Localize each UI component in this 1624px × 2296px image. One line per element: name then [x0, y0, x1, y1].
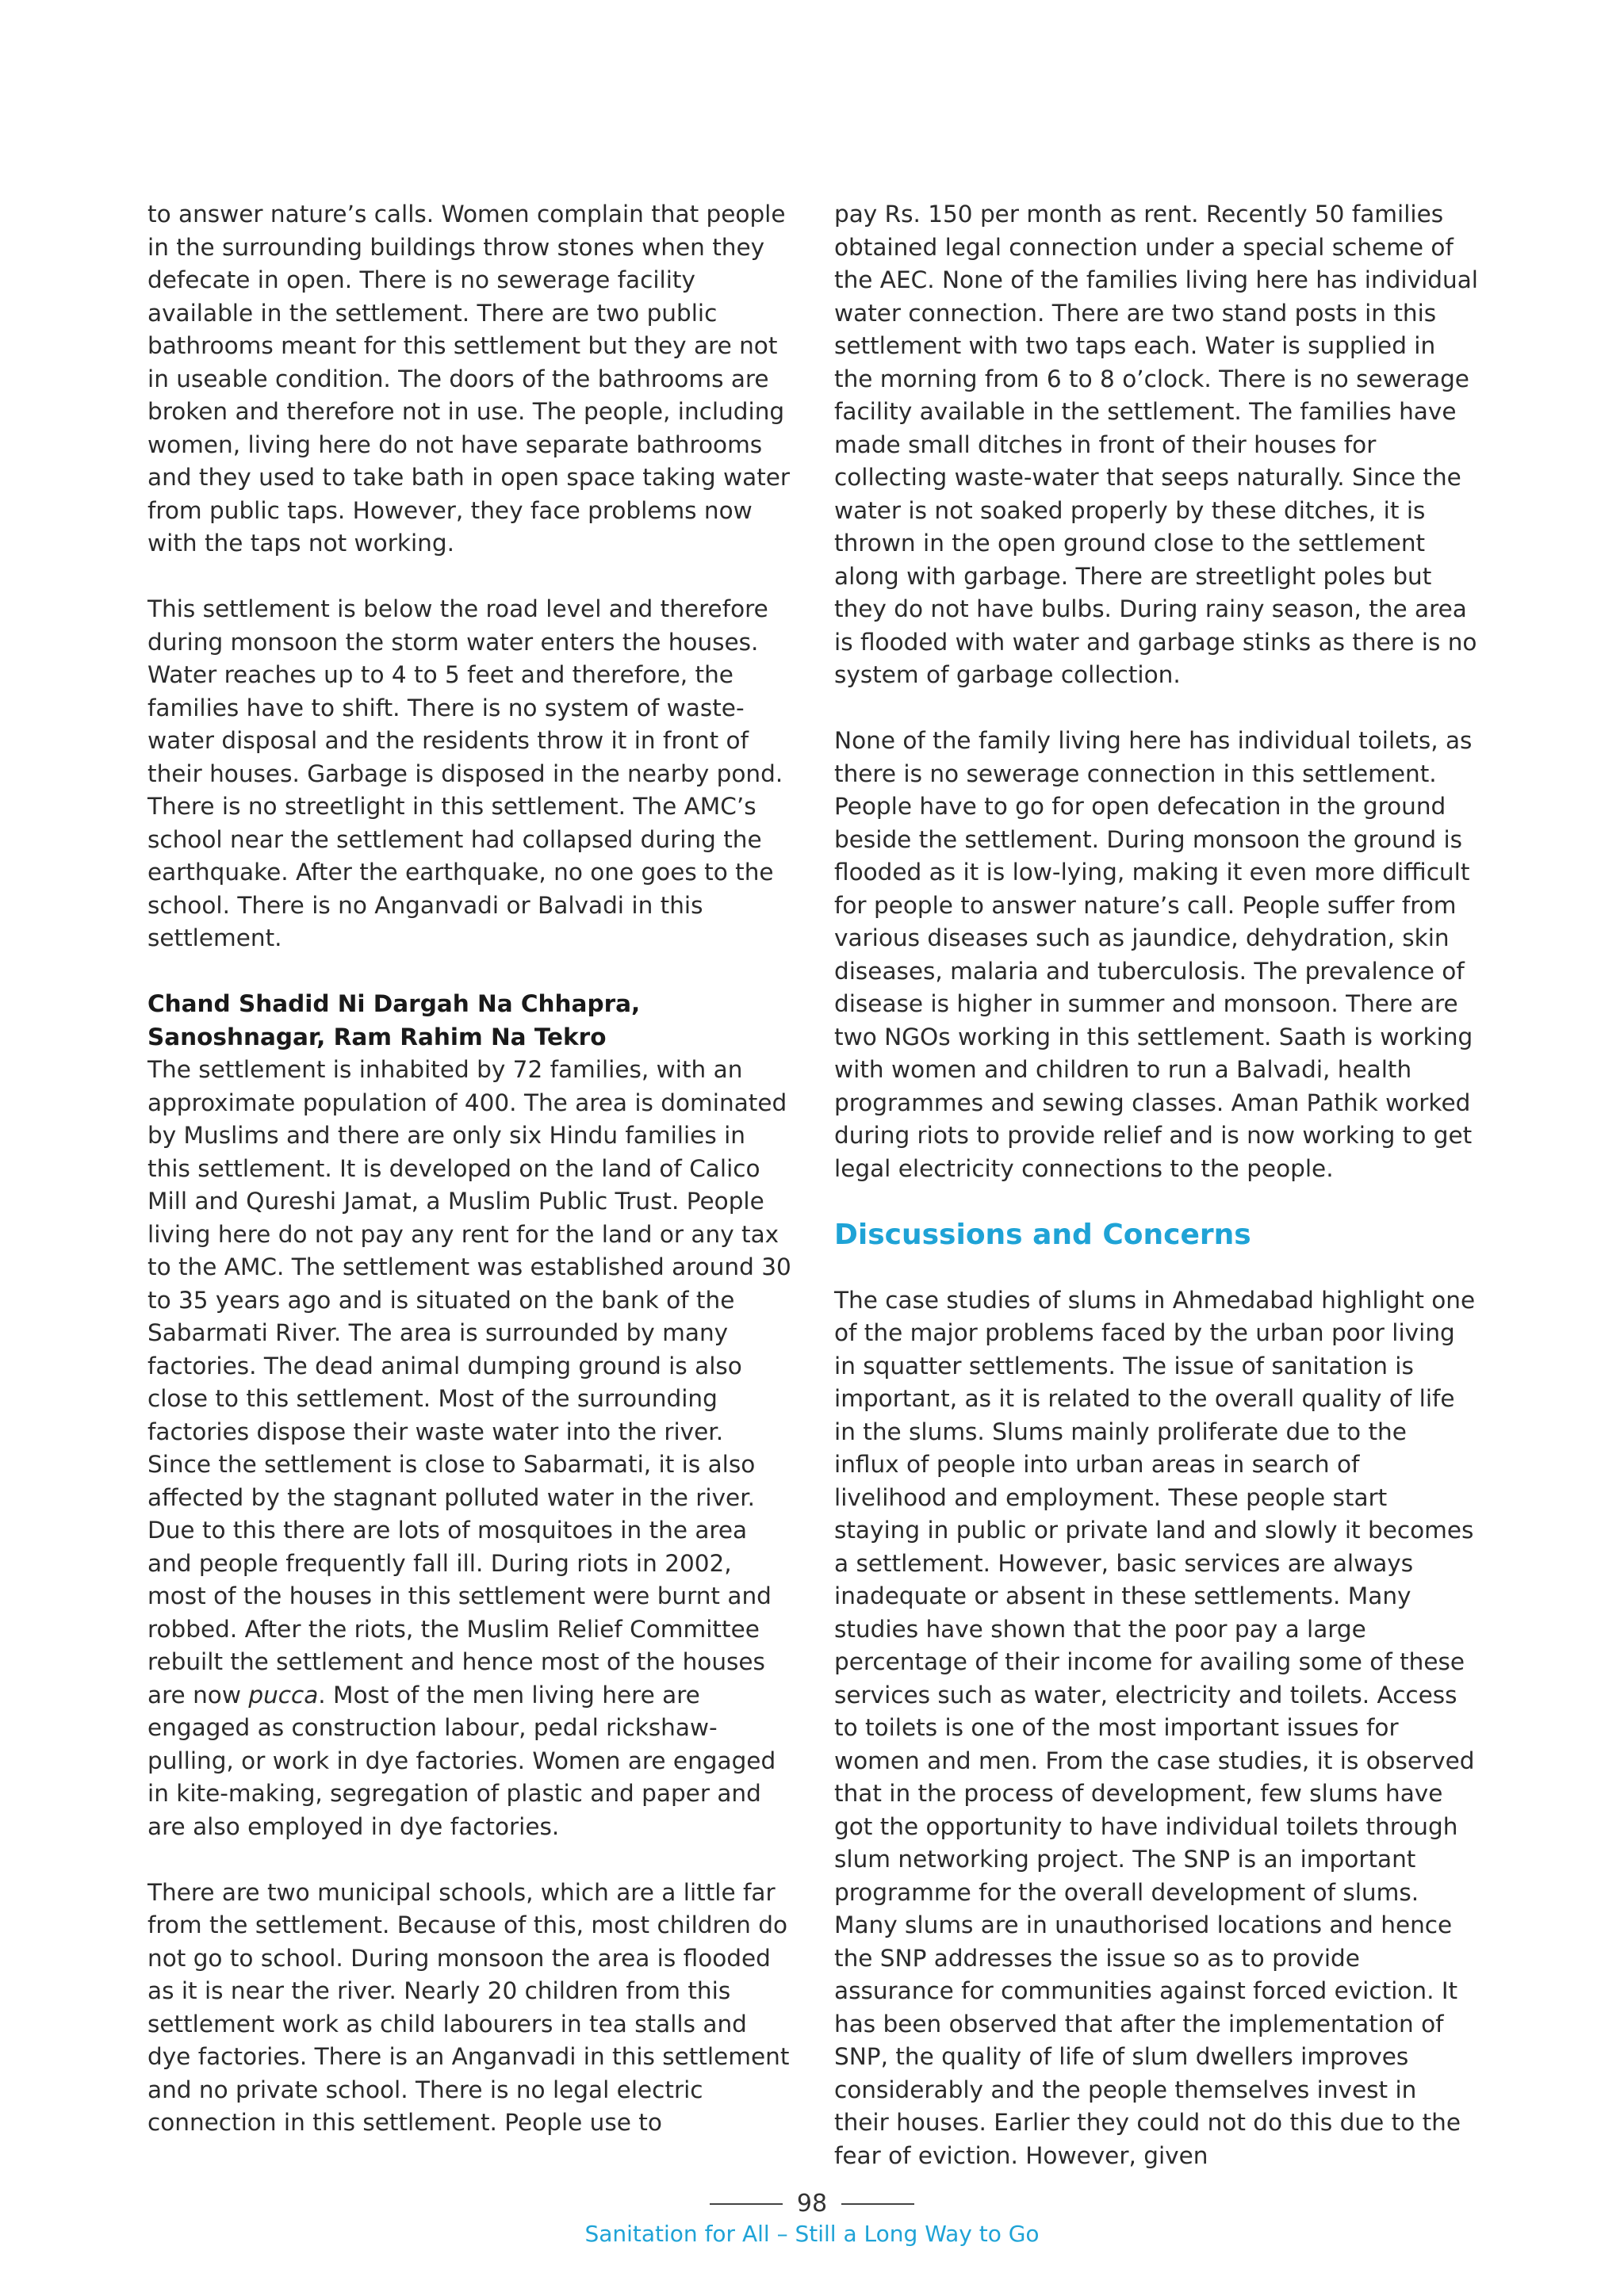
divider — [710, 2203, 783, 2205]
right-column — [834, 198, 1478, 2172]
divider — [841, 2203, 914, 2205]
left-column — [147, 198, 791, 2140]
paragraph: pay Rs. 150 per month as rent. Recently 50 families obtained legal connection under a special scheme of the AEC. None of the families living here has individual water connection. There are two stand posts in this settlement with two taps each. Water is supplied in the morning from 6 to 8 o’clock. There is no sewerage facility available in the settlement. The families have made small ditches in front of their houses for collecting waste-water that seeps naturally. Since the water is not soaked properly by these ditches, it is thrown in the open ground close to the settlement along with garbage. There are streetlight poles but they do not have bulbs. During rainy season, the area is flooded with water and garbage stinks as there is no system of garbage collection. — [834, 201, 1478, 688]
settlement-heading-line: Chand Shadid Ni Dargah Na Chhapra, — [147, 990, 641, 1017]
section-heading: Discussions and Concerns — [834, 1218, 1251, 1251]
settlement-heading-line: Sanoshnagar, Ram Rahim Na Tekro — [147, 1023, 607, 1050]
paragraph: to answer nature’s calls. Women complain that people in the surrounding buildings throw stones when they defecate in open. There is no sewerage facility available in the settlement. There are two public bathrooms meant for this settlement but they are not in useable condition. The doors of the bathrooms are broken and therefore not in use. The people, including women, living here do not have separate bathrooms and they used to take bath in open space taking water from public taps. However, they face problems now with the taps not working. — [147, 201, 791, 557]
italic-term: pucca — [248, 1681, 319, 1709]
paragraph: None of the family living here has individual toilets, as there is no sewerage connection in this settlement. People have to go for open defecation in the ground beside the settlement. During monsoon the ground is flooded as it is low-lying, making it even more difficult for people to answer nature’s call. People suffer from various diseases such as jaundice, dehydration, skin diseases, malaria and tuberculosis. The prevalence of disease is higher in summer and monsoon. There are two NGOs working in this settlement. Saath is working with women and children to run a Balvadi, health programmes and sewing classes. Aman Pathik worked during riots to provide relief and is now working to get legal electricity connections to the people. — [834, 727, 1473, 1182]
page-number-row — [0, 2190, 1624, 2218]
text-run: . Most of the men living here are engaged as construction labour, pedal rickshaw-pulling, or work in dye factories. Women are engaged in kite-making, segregation of plastic and paper and are also employed in dye factories. — [147, 1681, 776, 1840]
page-number: 98 — [796, 2190, 828, 2218]
paragraph: There are two municipal schools, which are a little far from the settlement. Because of this, most children do not go to school. During monsoon the area is flooded as it is near the river. Nearly 20 children from this settlement work as child labourers in tea stalls and dye factories. There is an Anganvadi in this settlement and no private school. There is no legal electric connection in this settlement. People use to — [147, 1878, 790, 2136]
footer-title: Sanitation for All – Still a Long Way to Go — [584, 2221, 1040, 2247]
paragraph: This settlement is below the road level and therefore during monsoon the storm water enters the houses. Water reaches up to 4 to 5 feet and therefore, the families have to shift. There is no system of waste-water disposal and the residents throw it in front of their houses. Garbage is disposed in the nearby pond. There is no streetlight in this settlement. The AMC’s school near the settlement had collapsed during the earthquake. After the earthquake, no one goes to the school. There is no Anganvadi or Balvadi in this settlement. — [147, 595, 783, 951]
paragraph — [147, 1054, 791, 1843]
settlement-heading — [147, 988, 791, 1054]
text-run: The settlement is inhabited by 72 families, with an approximate population of 400. The area is dominated by Muslims and there are only six Hindu families in this settlement. It is developed on the land of Calico Mill and Qureshi Jamat, a Muslim Public Trust. People living here do not pay any rent for the land or any tax to the AMC. The settlement was established around 30 to 35 years ago and is situated on the bank of the Sabarmati River. The area is surrounded by many factories. The dead animal dumping ground is also close to this settlement. Most of the surrounding factories dispose their waste water into the river. Since the settlement is close to Sabarmati, it is also affected by the stagnant polluted water in the river. Due to this there are lots of mosquitoes in the area and people frequently fall ill. During riots in 2002, most of the houses in this settlement were burnt and robbed. After the riots, the Muslim Relief Committee rebuilt the settlement and hence most of the houses are now — [147, 1056, 791, 1709]
paragraph: The case studies of slums in Ahmedabad highlight one of the major problems faced by the urban poor living in squatter settlements. The issue of sanitation is important, as it is related to the overall quality of life in the slums. Slums mainly proliferate due to the influx of people into urban areas in search of livelihood and employment. These people start staying in public or private land and slowly it becomes a settlement. However, basic services are always inadequate or absent in these settlements. Many studies have shown that the poor pay a large percentage of their income for availing some of these services such as water, electricity and toilets. Access to toilets is one of the most important issues for women and men. From the case studies, it is observed that in the process of development, few slums have got the opportunity to have individual toilets through slum networking project. The SNP is an important programme for the overall development of slums. Many slums are in unauthorised locations and hence the SNP addresses the issue so as to provide assurance for communities against forced eviction. It has been observed that after the implementation of SNP, the quality of life of slum dwellers improves considerably and the people themselves invest in their houses. Earlier they could not do this due to the fear of eviction. However, given — [834, 1286, 1476, 2169]
